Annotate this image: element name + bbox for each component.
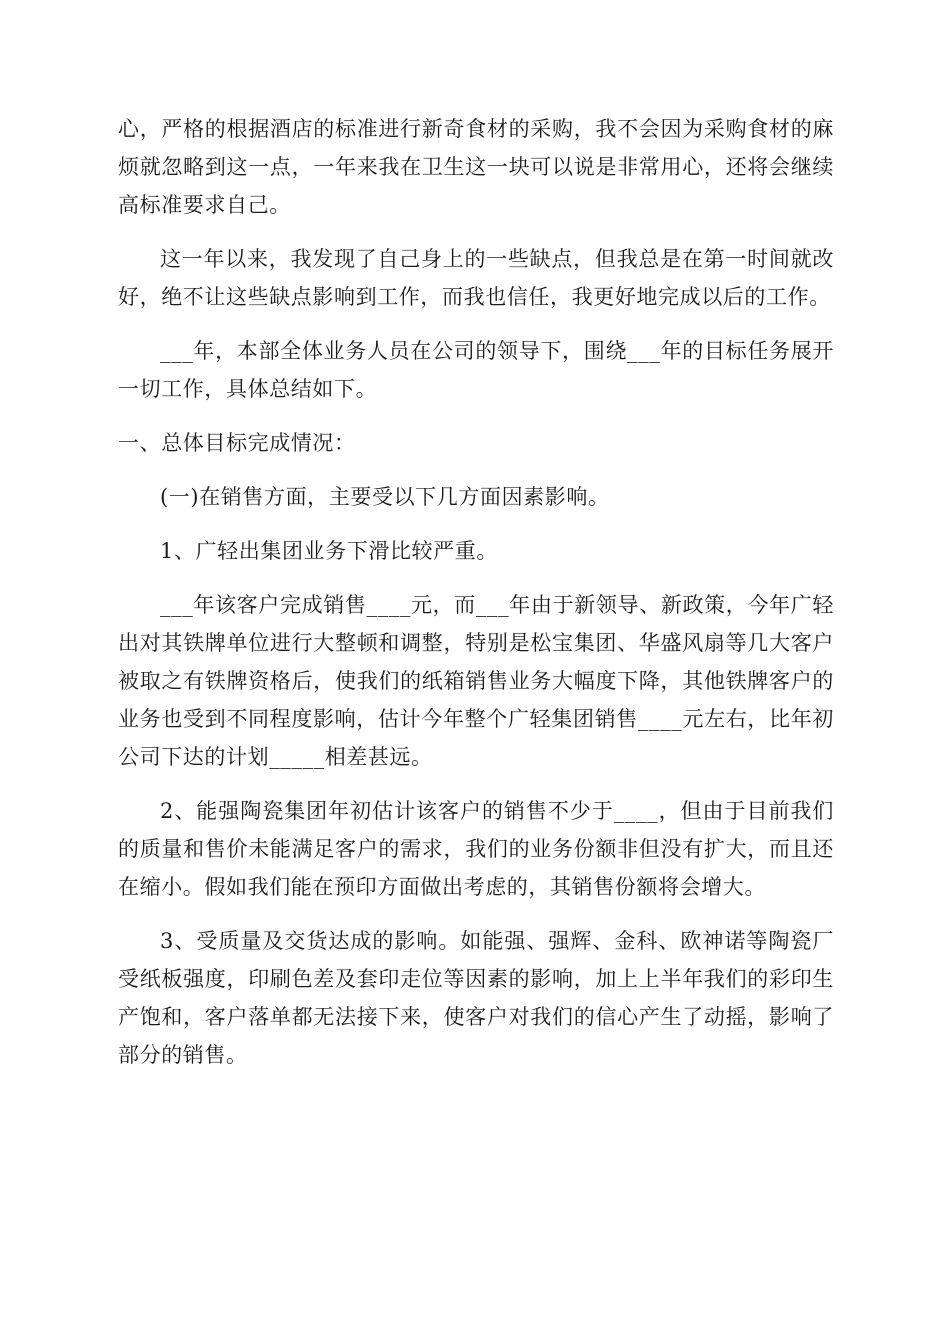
list-item-heading-1: 1、广轻出集团业务下滑比较严重。 (160, 539, 498, 563)
paragraph-guangqing-details: ___年该客户完成销售____元，而___年由于新领导、新政策，今年广轻出对其铁牌单位进行大整顿和调整，特别是松宝集团、华盛风扇等几大客户被取之有铁牌资格后，使我们的纸箱销售业务大幅度下降，其他铁牌客户的业务也受到不同程度影响，估计今年整个广轻集团销售____元左右，比年初公司下达的计划_____相差甚远。 (118, 593, 834, 769)
list-item-3: 3、受质量及交货达成的影响。如能强、强辉、金科、欧神诺等陶瓷厂受纸板强度，印刷色差及套印走位等因素的影响，加上上半年我们的彩印生产饱和，客户落单都无法接下来，使客户对我们的信心产生了动摇，影响了部分的销售。 (118, 929, 834, 1067)
paragraph-continuation: 心，严格的根据酒店的标准进行新奇食材的采购，我不会因为采购食材的麻烦就忽略到这一点，一年来我在卫生这一块可以说是非常用心，还将会继续高标准要求自己。 (118, 117, 834, 217)
document-body (118, 110, 834, 1090)
list-item-2: 2、能强陶瓷集团年初估计该客户的销售不少于____，但由于目前我们的质量和售价未能满足客户的需求，我们的业务份额非但没有扩大，而且还在缩小。假如我们能在预印方面做出考虑的，其销售份额将会增大。 (118, 799, 834, 899)
section-heading-overall-goals: 一、总体目标完成情况： (118, 431, 356, 455)
subsection-heading-sales: (一)在销售方面，主要受以下几方面因素影响。 (160, 485, 610, 509)
paragraph-shortcomings: 这一年以来，我发现了自己身上的一些缺点，但我总是在第一时间就改好，绝不让这些缺点影响到工作，而我也信任，我更好地完成以后的工作。 (118, 247, 834, 309)
paragraph-intro: ___年，本部全体业务人员在公司的领导下，围绕___年的目标任务展开一切工作，具体总结如下。 (118, 339, 834, 401)
